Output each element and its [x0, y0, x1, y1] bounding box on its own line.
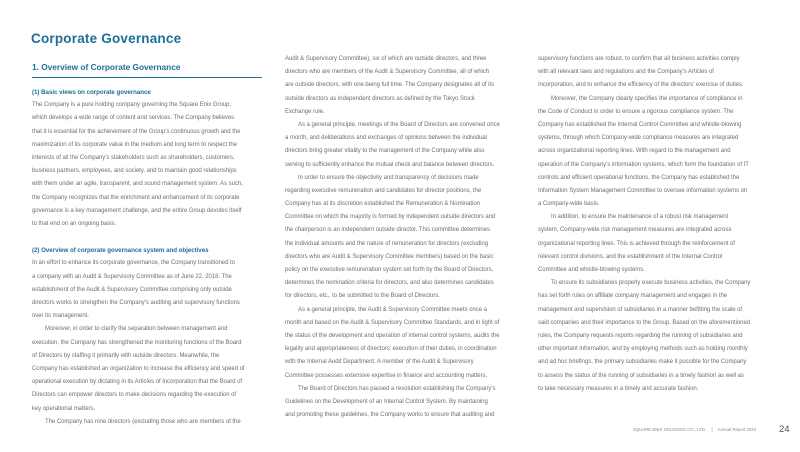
paragraph-line: with them under an agile, transparent, and sound management system. As such,	[32, 181, 243, 188]
section-divider	[32, 77, 262, 78]
paragraph-line: Company has at its discretion established the Remuneration & Nomination	[285, 201, 480, 208]
paragraph-line: of Directors by staffing it primarily with outside directors. Meanwhile, the	[32, 352, 220, 359]
paragraph-line: regarding executive remuneration and candidates for director positions, the	[285, 187, 482, 194]
paragraph-line: directors who are Audit & Supervisory Committee members) based on the basic	[285, 253, 494, 260]
paragraph-line: Information System Management Committee to oversee information systems on	[538, 187, 748, 194]
paragraph-line: management and supervision of subsidiaries in a manner befitting the scale of	[538, 306, 743, 313]
text-column-1	[32, 86, 264, 429]
paragraph-line: rules, the Company requests reports regarding the running of subsidiaries and	[538, 332, 743, 339]
paragraph-line: and promoting these guidelines, the Company works to ensure that auditing and	[285, 412, 495, 419]
paragraph-line: system, Company-wide risk management measures are integrated across	[538, 227, 732, 234]
paragraph-line: Incorporation, and to enhance the efficiency of the directors’ exercise of duties.	[538, 82, 744, 89]
paragraph-line: are outside directors, with one being full time. The Company designates all of its	[285, 82, 495, 89]
text-column-3	[538, 53, 770, 396]
paragraph-line: has set forth rules on affiliate company management and engages in the	[538, 293, 728, 300]
footer-report-title: Annual Report 2023	[717, 427, 756, 432]
subsection-heading: (2) Overview of corporate governance system and objectives	[32, 247, 209, 255]
paragraph-line: supervisory functions are robust, to confirm that all business activities comply	[538, 56, 740, 62]
paragraph-line: which develops a wide range of content and services. The Company believes	[32, 115, 235, 122]
page-title: Corporate Governance	[31, 31, 182, 46]
paragraph-line: the Code of Conduct in order to ensure a rigorous compliance system. The	[538, 108, 734, 115]
paragraph-line: In an effort to enhance its corporate governance, the Company transitioned to	[32, 260, 235, 267]
paragraph-line: legality and appropriateness of directors’ execution of their duties, in coordination	[285, 346, 497, 353]
paragraph-line: In addition, to ensure the maintenance of a robust risk management	[551, 214, 729, 221]
paragraph-line: directors works to strengthen the Company’s auditing and supervisory functions	[32, 300, 240, 306]
paragraph-line: As a general principle, the Audit & Supervisory Committee meets once a	[298, 306, 487, 313]
paragraph-line: the chairperson is an independent outside director. This committee determines	[285, 227, 490, 234]
paragraph-line: As a general principle, meetings of the Board of Directors are convened once	[298, 121, 500, 128]
paragraph-line: and ad hoc briefings, the primary subsidiaries make it possible for the Company	[538, 359, 747, 366]
paragraph-line: for directors, etc., to be submitted to the Board of Directors.	[285, 293, 440, 300]
paragraph-line: serving to sufficiently enhance the mutual check and balance between directors.	[285, 161, 495, 168]
paragraph-line: To ensure its subsidiaries properly execute business activities, the Company	[551, 280, 751, 287]
paragraph-line: to that end on an ongoing basis.	[32, 220, 117, 227]
paragraph-line: Moreover, the Company clearly specifies the importance of compliance in	[551, 95, 743, 102]
footer-company: SQUARE ENIX HOLDINGS CO., LTD.	[633, 427, 707, 432]
paragraph-spacer	[32, 231, 264, 244]
paragraph-line: Committee on which the majority is formed by independent outside directors and	[285, 214, 496, 221]
paragraph-line: organizational reporting lines. This is achieved through the reinforcement of	[538, 240, 735, 247]
paragraph-line: maximization of its corporate value in the medium and long term to respect the	[32, 141, 237, 148]
paragraph-line: Committee possesses extensive expertise in finance and accounting matters.	[285, 372, 488, 379]
page-number: 24	[779, 424, 790, 435]
paragraph-line: key operational matters.	[32, 405, 96, 412]
paragraph-line: controls and efficient operational functions, the Company has established the	[538, 174, 740, 181]
paragraph-line: The Company has nine directors (excluding those who are members of the	[45, 418, 241, 425]
paragraph-line: Company has established an organization to increase the efficiency and speed of	[32, 365, 245, 372]
paragraph-line: directors bring greater vitality to the management of the Company while also	[285, 148, 485, 155]
paragraph-line: operational execution by dictating in its Articles of Incorporation that the Board of	[32, 379, 243, 386]
paragraph-line: that it is essential for the achievement of the Group’s continuous growth and the	[32, 128, 241, 135]
paragraph-line: a Company-wide basis.	[538, 201, 600, 208]
paragraph-line: establishment of the Audit & Supervisory Committee comprising only outside	[32, 286, 232, 293]
paragraph-line: to assess the status of the running of subsidiaries in a timely fashion as well as	[538, 372, 744, 379]
paragraph-line: Moreover, in order to clarify the separation between management and	[45, 326, 228, 333]
paragraph-line: determines the nomination criteria for directors, and also determines candidates	[285, 280, 494, 287]
paragraph-line: interests of all the Company’s stakeholders such as shareholders, customers,	[32, 154, 235, 161]
paragraph-line: systems, through which Company-wide compliance measures are integrated	[538, 135, 739, 142]
paragraph-line: Directors can empower directors to make decisions regarding the execution of	[32, 392, 237, 399]
paragraph-line: with the Internal Audit Department. A member of the Audit & Supervisory	[285, 359, 474, 366]
paragraph-line: directors who are members of the Audit & Supervisory Committee, all of which	[285, 69, 490, 76]
paragraph-line: other important information, and by employing methods such as holding monthly	[538, 346, 748, 353]
paragraph-line: business partners, employees, and society, and to maintain good relationships	[32, 168, 237, 175]
paragraph-line: across organizational reporting lines. With regard to the management and	[538, 148, 731, 155]
paragraph-line: the individual amounts and the nature of remuneration for directors (excluding	[285, 240, 488, 247]
paragraph-line: Committee and whistle-blowing systems.	[538, 267, 645, 273]
paragraph-line: Exchange rule.	[285, 108, 325, 115]
paragraph-line: relevant control divisions, and the establishment of the Internal Control	[538, 253, 723, 260]
paragraph-line: outside directors as independent directors as defined by the Tokyo Stock	[285, 95, 475, 102]
paragraph-line: Company has established the Internal Control Committee and whistle-blowing	[538, 121, 742, 128]
subsection-heading: (1) Basic views on corporate governance	[32, 89, 151, 96]
paragraph-line: a month, and deliberations and exchanges of opinions between the individual	[285, 135, 487, 142]
paragraph-line: policy on the executive remuneration system set forth by the Board of Directors,	[285, 267, 494, 273]
paragraph-line: governance is a key management challenge, and the entire Group devotes itself	[32, 207, 242, 214]
paragraph-line: The Company is a pure holding company governing the Square Enix Group,	[32, 102, 231, 109]
paragraph-line: execution, the Company has strengthened the monitoring functions of the Board	[32, 339, 242, 346]
paragraph-line: The Board of Directors has passed a resolution establishing the Company’s	[298, 385, 496, 392]
paragraph-line: Audit & Supervisory Committee), six of which are outside directors, and three	[285, 56, 487, 62]
paragraph-line: over its management.	[32, 313, 89, 320]
paragraph-line: month and based on the Audit & Supervisory Committee Standards, and in light of	[285, 319, 500, 326]
paragraph-line: operation of the Company’s information systems, which form the foundation of IT	[538, 161, 749, 168]
paragraph-line: In order to ensure the objectivity and transparency of decisions made	[298, 174, 479, 181]
paragraph-line: with all relevant laws and regulations and the Company’s Articles of	[538, 69, 714, 76]
paragraph-line: the status of the development and operation of internal control systems, audits the	[285, 332, 500, 339]
paragraph-line: Guidelines on the Development of an Internal Control System. By maintaining	[285, 398, 488, 405]
paragraph-line: to take necessary measures in a timely and accurate fashion.	[538, 385, 699, 392]
footer-separator: |	[711, 427, 713, 432]
paragraph-line: the Company recognizes that the enrichment and enhancement of its corporate	[32, 194, 240, 201]
section-heading: 1. Overview of Corporate Governance	[32, 62, 181, 72]
paragraph-line: a company with an Audit & Supervisory Committee as of June 22, 2018. The	[32, 273, 232, 280]
footer	[631, 427, 758, 432]
paragraph-line: said companies and their importance to the Group. Based on the aforementioned	[538, 319, 751, 326]
text-column-2	[285, 53, 517, 422]
